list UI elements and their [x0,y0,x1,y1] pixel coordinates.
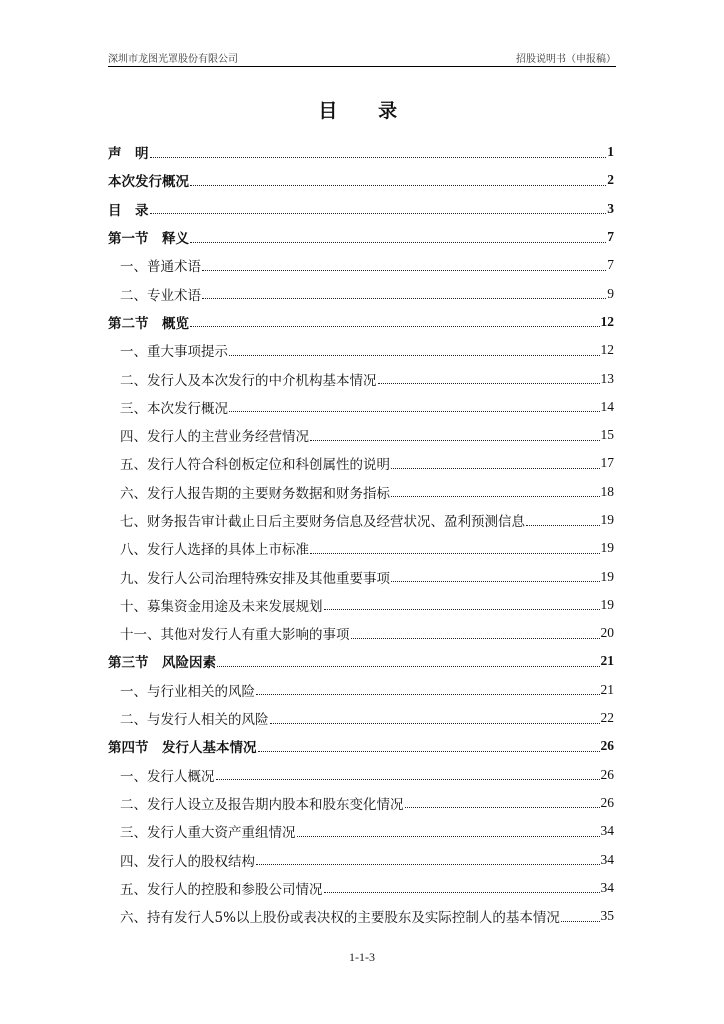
toc-entry-label: 第三节 风险因素 [108,655,216,672]
toc-entry-page: 19 [600,540,614,556]
toc-subsection-entry[interactable] [108,449,614,477]
toc-entry-page: 12 [600,342,614,358]
toc-subsection-entry[interactable] [108,676,614,704]
toc-subsection-entry[interactable] [108,845,614,873]
toc-entry-label: 五、发行人符合科创板定位和科创属性的说明 [120,457,390,474]
toc-entry-page: 3 [607,200,614,216]
toc-leader-dots [391,468,600,469]
toc-subsection-entry[interactable] [108,902,614,930]
toc-entry-page: 26 [600,766,614,782]
toc-subsection-entry[interactable] [108,478,614,506]
header-rule [108,66,616,67]
toc-subsection-entry[interactable] [108,591,614,619]
toc-leader-dots [150,213,607,214]
toc-entry-page: 1 [607,144,614,160]
toc-leader-dots [258,751,600,752]
toc-entry-page: 34 [600,879,614,895]
toc-leader-dots [217,666,600,667]
toc-section-entry[interactable] [108,647,614,675]
toc-leader-dots [310,440,600,441]
toc-entry-label: 第四节 发行人基本情况 [108,740,257,757]
toc-entry-label: 四、发行人的主营业务经营情况 [120,429,309,446]
toc-entry-label: 三、本次发行概况 [120,400,228,417]
toc-leader-dots [391,496,600,497]
toc-section-entry[interactable] [108,166,614,194]
toc-subsection-entry[interactable] [108,704,614,732]
toc-entry-label: 五、发行人的控股和参股公司情况 [120,881,323,898]
toc-leader-dots [202,298,606,299]
toc-entry-label: 第一节 释义 [108,231,189,248]
page-header [108,50,616,66]
toc-subsection-entry[interactable] [108,534,614,562]
toc-entry-page: 18 [600,483,614,499]
toc-subsection-entry[interactable] [108,789,614,817]
toc-leader-dots [202,270,606,271]
toc-entry-label: 七、财务报告审计截止日后主要财务信息及经营状况、盈利预测信息 [120,514,525,530]
toc-entry-label: 本次发行概况 [108,174,189,191]
toc-leader-dots [190,185,606,186]
toc-subsection-entry[interactable] [108,506,614,534]
toc-subsection-entry[interactable] [108,364,614,392]
toc-leader-dots [150,157,607,158]
toc-subsection-entry[interactable] [108,619,614,647]
toc-leader-dots [324,892,600,893]
toc-entry-label: 一、与行业相关的风险 [120,683,255,700]
toc-entry-label: 六、持有发行人5%以上股份或表决权的主要股东及实际控制人的基本情况 [120,910,560,927]
toc-entry-page: 2 [607,172,614,188]
toc-leader-dots [324,609,600,610]
toc-leader-dots [310,553,600,554]
toc-entry-page: 17 [600,455,614,471]
toc-entry-page: 26 [600,738,614,754]
toc-entry-page: 35 [600,908,614,924]
toc-entry-label: 十、募集资金用途及未来发展规划 [120,598,323,615]
toc-subsection-entry[interactable] [108,393,614,421]
toc-subsection-entry[interactable] [108,761,614,789]
toc-leader-dots [229,411,600,412]
toc-entry-label: 二、发行人及本次发行的中介机构基本情况 [120,372,377,389]
toc-leader-dots [270,723,600,724]
toc-section-entry[interactable] [108,308,614,336]
page-number: 1-1-3 [349,950,375,964]
toc-entry-label: 六、发行人报告期的主要财务数据和财务指标 [120,485,390,502]
toc-subsection-entry[interactable] [108,336,614,364]
toc-entry-page: 13 [600,370,614,386]
toc-section-entry[interactable] [108,732,614,760]
toc-entry-label: 目 录 [108,202,149,219]
toc-entry-page: 9 [607,285,614,301]
toc-leader-dots [256,694,600,695]
toc-entry-label: 三、发行人重大资产重组情况 [120,825,296,842]
toc-leader-dots [216,779,600,780]
toc-entry-page: 19 [600,596,614,612]
toc-leader-dots [351,638,600,639]
toc-section-entry[interactable] [108,195,614,223]
toc-entry-label: 八、发行人选择的具体上市标准 [120,542,309,559]
toc-leader-dots [526,525,600,526]
toc-entry-page: 12 [600,313,614,329]
toc-entry-label: 第二节 概览 [108,315,189,332]
toc-subsection-entry[interactable] [108,562,614,590]
toc-entry-label: 四、发行人的股权结构 [120,853,255,870]
toc-entry-page: 22 [600,710,614,726]
toc-subsection-entry[interactable] [108,817,614,845]
toc-subsection-entry[interactable] [108,874,614,902]
toc-section-entry[interactable] [108,223,614,251]
toc-entry-label: 十一、其他对发行人有重大影响的事项 [120,627,350,644]
toc-subsection-entry[interactable] [108,279,614,307]
toc-leader-dots [190,326,600,327]
toc-entry-label: 一、普通术语 [120,259,201,276]
toc-leader-dots [405,807,600,808]
toc-entry-label: 一、重大事项提示 [120,344,228,361]
toc-leader-dots [378,383,600,384]
toc-leader-dots [190,242,606,243]
toc-entry-label: 声 明 [108,146,149,163]
toc-entry-page: 14 [600,398,614,414]
toc-entry-page: 7 [607,257,614,273]
toc-entry-page: 34 [600,851,614,867]
toc-entry-page: 20 [600,625,614,641]
toc-entry-page: 34 [600,823,614,839]
toc-entry-page: 19 [600,512,614,527]
toc-leader-dots [297,836,600,837]
toc-entry-label: 九、发行人公司治理特殊安排及其他重要事项 [120,570,390,587]
header-doc-type: 招股说明书（申报稿） [516,54,616,65]
toc-entry-page: 19 [600,568,614,584]
toc-entry-page: 7 [607,229,614,245]
toc-subsection-entry[interactable] [108,251,614,279]
toc-entry-page: 21 [600,653,614,669]
header-company: 深圳市龙图光罩股份有限公司 [108,54,238,65]
toc-leader-dots [229,355,600,356]
toc-entry-page: 21 [600,681,614,697]
toc-entry-label: 二、与发行人相关的风险 [120,712,269,729]
toc-leader-dots [561,921,600,922]
toc-leader-dots [256,864,600,865]
toc-entry-label: 二、专业术语 [120,287,201,304]
toc-entry-label: 二、发行人设立及报告期内股本和股东变化情况 [120,796,404,813]
toc-section-entry[interactable] [108,138,614,166]
table-of-contents [108,138,614,930]
toc-entry-label: 一、发行人概况 [120,768,215,785]
toc-entry-page: 15 [600,427,614,443]
page-title: 目 录 [318,100,415,122]
toc-subsection-entry[interactable] [108,421,614,449]
toc-entry-page: 26 [600,794,614,810]
toc-leader-dots [391,581,600,582]
